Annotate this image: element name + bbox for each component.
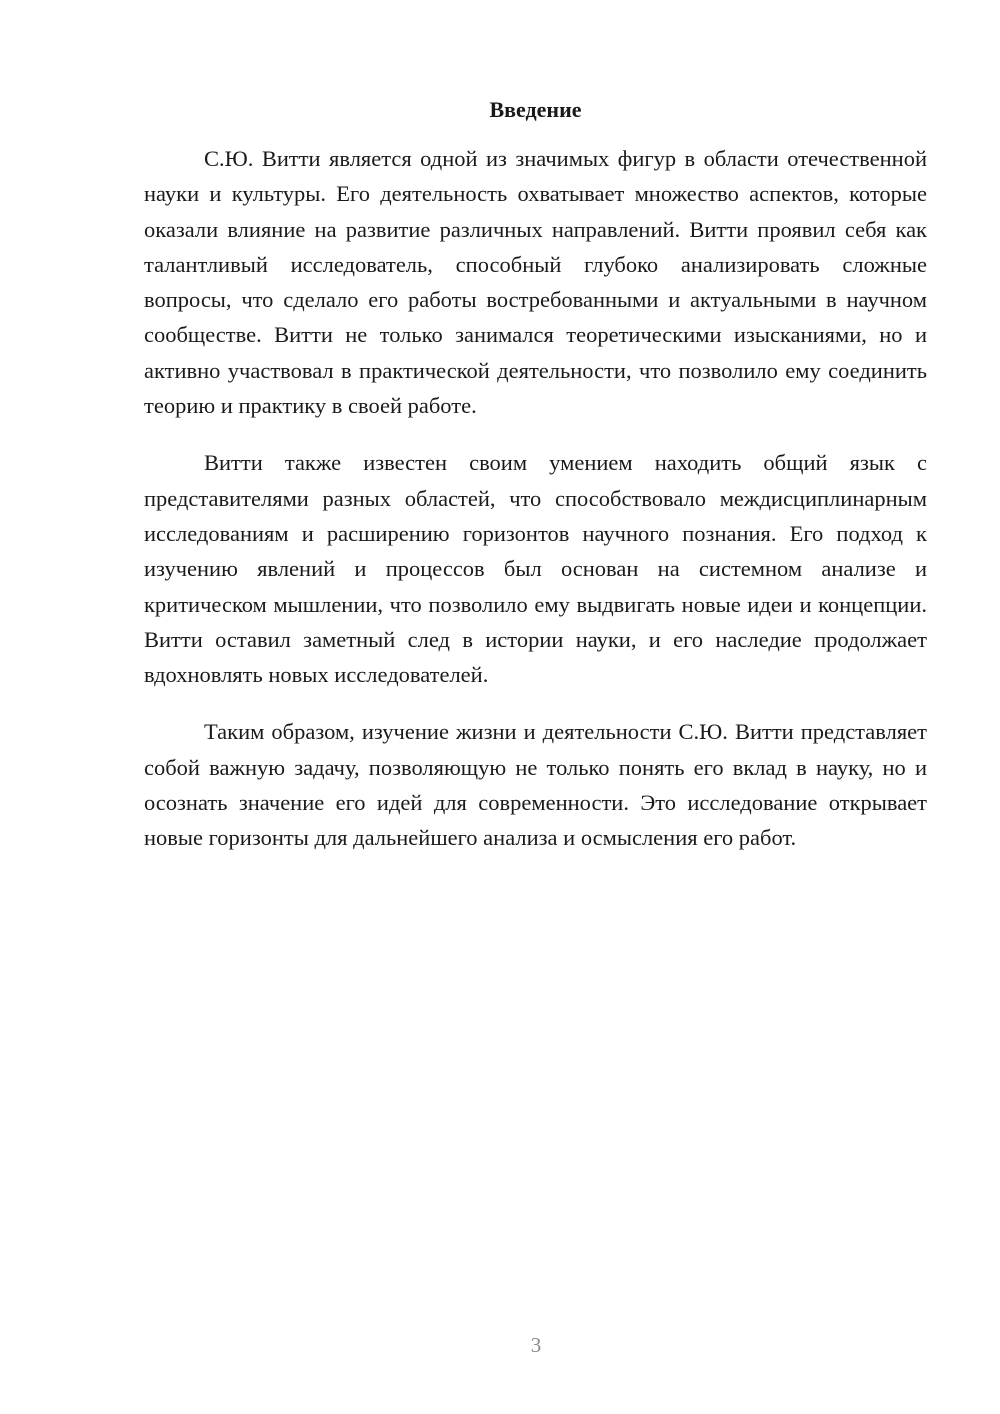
paragraph-3: Таким образом, изучение жизни и деятельности С.Ю. Витти представляет собой важную задачу, позволяющую не только понять его вклад в науку, но и осознать значение его идей для современности. Это исследование открывает новые горизонты для дальнейшего анализа и осмысления его работ. — [144, 719, 927, 851]
section-heading: Введение — [489, 97, 582, 122]
page-number: 3 — [530, 1333, 542, 1357]
document-body — [144, 141, 927, 878]
paragraph-2: Витти также известен своим умением находить общий язык с представителями разных областей, что способствовало междисциплинарным исследованиям и расширению горизонтов научного познания. Его подход к изучению явлений и процессов был основан на системном анализе и критическом мышлении, что позволило ему выдвигать новые идеи и концепции. Витти оставил заметный след в истории науки, и его наследие продолжает вдохновлять новых исследователей. — [144, 450, 927, 688]
paragraph-1: С.Ю. Витти является одной из значимых фигур в области отечественной науки и культуры. Его деятельность охватывает множество аспектов, которые оказали влияние на развитие различных направлений. Витти проявил себя как талантливый исследователь, способный глубоко анализировать сложные вопросы, что сделало его работы востребованными и актуальными в научном сообществе. Витти не только занимался теоретическими изысканиями, но и активно участвовал в практической деятельности, что позволило ему соединить теорию и практику в своей работе. — [144, 146, 927, 419]
